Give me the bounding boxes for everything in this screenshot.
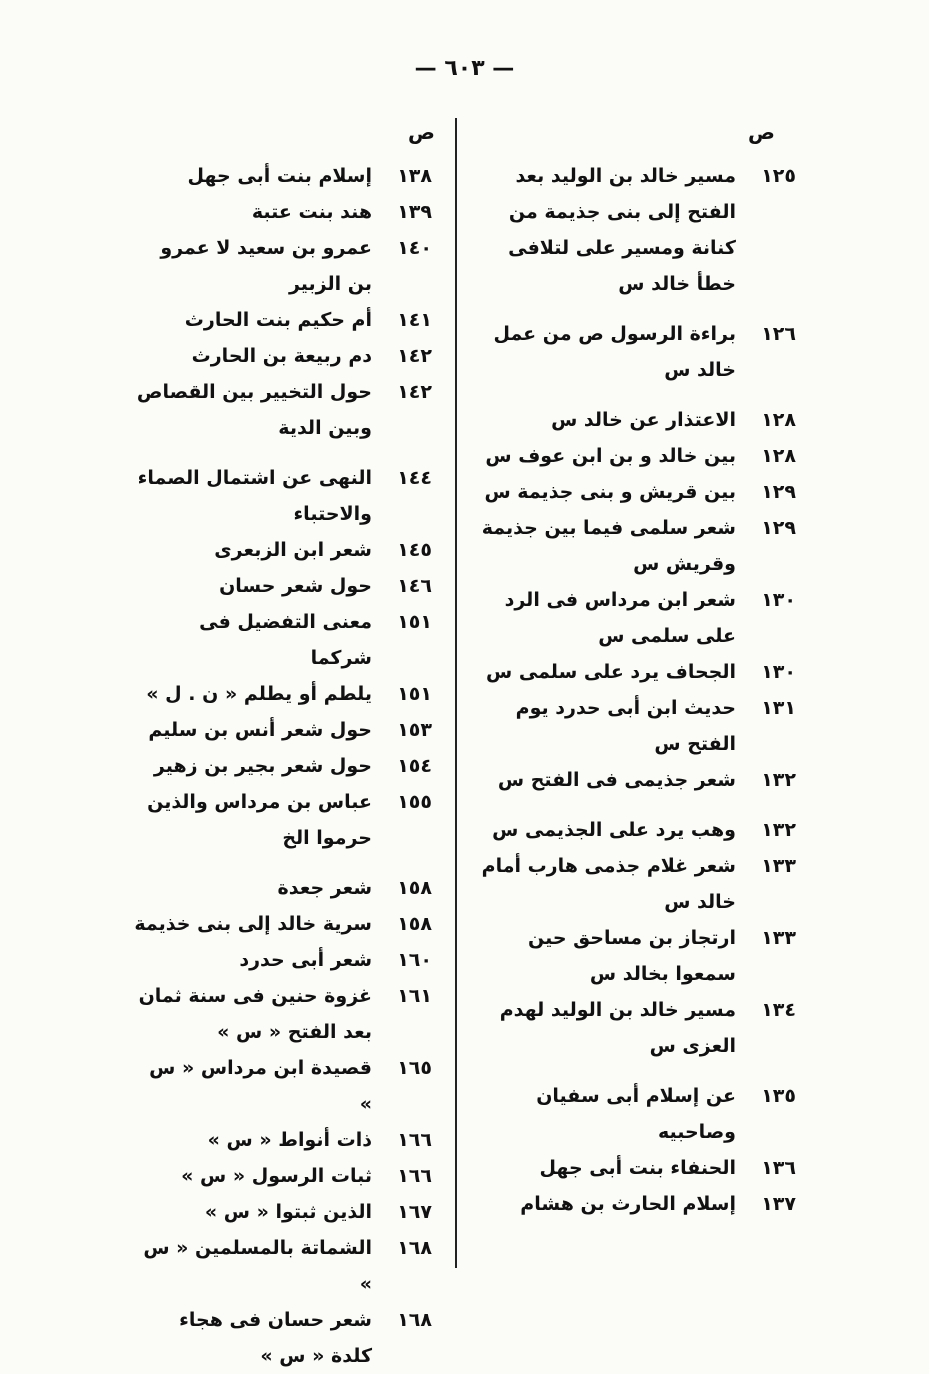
entry-title: دم ربيعة بن الحارث [191, 345, 372, 367]
entry-title: معنى التفضيل فى شركما [199, 611, 372, 669]
page-number: ١٣١ [761, 697, 796, 719]
index-entry [132, 302, 432, 338]
index-entry [132, 568, 432, 604]
index-entry [132, 1050, 432, 1122]
index-entry [468, 920, 796, 992]
right-column-head: ص [748, 120, 775, 144]
page-number: ١٤٢ [397, 381, 432, 403]
index-entry [468, 1078, 796, 1150]
index-entry [132, 604, 432, 676]
entry-title: حول التخيير بين القصاص وبين الدية [136, 381, 372, 439]
index-entry [132, 748, 432, 784]
index-entry [132, 712, 432, 748]
page-number: ١٥٣ [397, 719, 432, 741]
page-number: ١٣٠ [761, 661, 796, 683]
index-entry [468, 510, 796, 582]
index-entry [132, 676, 432, 712]
page-number: ١٢٦ [761, 323, 796, 345]
entry-title: براءة الرسول ص من عمل خالد س [493, 323, 736, 381]
page-number: ١٤٦ [397, 575, 432, 597]
index-entry [132, 194, 432, 230]
page-number: ١٤٠ [397, 237, 432, 259]
entry-title: مسير خالد بن الوليد بعد الفتح إلى بنى جذيمة من كنانة ومسير على لتلافى خطأ خالد س [508, 165, 736, 295]
index-entry [132, 942, 432, 978]
page-number: ١٣٦ [761, 1157, 796, 1179]
index-entry [468, 582, 796, 654]
right-column [468, 158, 796, 1222]
entry-title: عن إسلام أبى سفيان وصاحبيه [536, 1085, 736, 1143]
index-entry [132, 1158, 432, 1194]
page-number: ١٢٥ [761, 165, 796, 187]
index-entry [132, 532, 432, 568]
index-entry [132, 1230, 432, 1302]
page-number: ١٣٠ [761, 589, 796, 611]
entry-title: غزوة حنين فى سنة ثمان بعد الفتح « س » [138, 985, 372, 1043]
index-entry [468, 690, 796, 762]
entry-title: حديث ابن أبى حدرد يوم الفتح س [515, 697, 736, 755]
index-entry [468, 402, 796, 438]
spacer [468, 302, 796, 316]
spacer [468, 388, 796, 402]
spacer [132, 446, 432, 460]
entry-title: شعر جعدة [277, 877, 372, 899]
entry-title: شعر ابن مرداس فى الرد على سلمى س [504, 589, 736, 647]
page-number: ١٤٥ [397, 539, 432, 561]
entry-title: الذين ثبتوا « س » [204, 1201, 372, 1223]
entry-title: حول شعر حسان [219, 575, 372, 597]
entry-title: يلطم أو يطلم « ن . ل » [146, 683, 372, 705]
entry-title: إسلام الحارث بن هشام [520, 1193, 736, 1215]
entry-title: عباس بن مرداس والذين حرموا الخ [147, 791, 372, 849]
entry-title: بين خالد و بن ابن عوف س [485, 445, 736, 467]
page-number: ١٦١ [397, 985, 432, 1007]
page-number: ١٣٩ [397, 201, 432, 223]
page-number: ١٣٣ [761, 855, 796, 877]
page-number: ١٣٧ [761, 1193, 796, 1215]
entry-title: شعر حسان فى هجاء كلدة « س » [179, 1309, 372, 1367]
index-entry [132, 1302, 432, 1374]
page-number: ١٤٢ [397, 345, 432, 367]
entry-title: شعر جذيمى فى الفتح س [497, 769, 736, 791]
entry-title: هند بنت عتبة [251, 201, 372, 223]
index-entry [132, 1194, 432, 1230]
entry-title: ارتجاز بن مساحق حين سمعوا بخالد س [527, 927, 736, 985]
spacer [468, 798, 796, 812]
entry-title: شعر ابن الزبعرى [214, 539, 372, 561]
entry-title: الجحاف يرد على سلمى س [486, 661, 736, 683]
page-number: ١٥٤ [397, 755, 432, 777]
index-entry [468, 848, 796, 920]
entry-title: مسير خالد بن الوليد لهدم العزى س [499, 999, 736, 1057]
index-entry [468, 316, 796, 388]
page-number: ١٦٨ [397, 1237, 432, 1259]
entry-title: ثبات الرسول « س » [181, 1165, 372, 1187]
page-number: ١٥٥ [397, 791, 432, 813]
entry-title: شعر سلمى فيما بين جذيمة وقريش س [481, 517, 736, 575]
index-entry [468, 992, 796, 1064]
index-entry [132, 870, 432, 906]
entry-title: عمرو بن سعيد لا عمرو بن الزبير [160, 237, 372, 295]
entry-title: الاعتذار عن خالد س [551, 409, 736, 431]
page-number: ١٢٨ [761, 409, 796, 431]
page-number: ١٣٤ [761, 999, 796, 1021]
index-entry [468, 158, 796, 302]
page-number: ١٢٩ [761, 481, 796, 503]
page-number: ١٦٦ [397, 1165, 432, 1187]
page-number: ١٢٩ [761, 517, 796, 539]
page-number: ١٤١ [397, 309, 432, 331]
entry-title: إسلام بنت أبى جهل [187, 165, 372, 187]
page-number: ١٦٨ [397, 1309, 432, 1331]
entry-title: بين قريش و بنى جذيمة س [484, 481, 736, 503]
index-entry [468, 474, 796, 510]
left-column-head: ص [408, 120, 435, 144]
index-entry [132, 374, 432, 446]
entry-title: وهب يرد على الجذيمى س [492, 819, 736, 841]
left-column [132, 158, 432, 1374]
page-number: ١٥١ [397, 611, 432, 633]
page-number: ١٦٦ [397, 1129, 432, 1151]
index-entry [468, 812, 796, 848]
page-number: ١٣٢ [761, 819, 796, 841]
page-number: ١٣٨ [397, 165, 432, 187]
index-entry [132, 906, 432, 942]
index-entry [132, 978, 432, 1050]
index-entry [132, 230, 432, 302]
index-entry [132, 460, 432, 532]
page-number: ١٥٨ [397, 877, 432, 899]
column-divider [455, 118, 457, 1268]
page-number: ١٣٥ [761, 1085, 796, 1107]
spacer [468, 1064, 796, 1078]
page-number-header: — ٦٠٣ — [414, 56, 515, 81]
index-entry [468, 1186, 796, 1222]
index-entry [468, 654, 796, 690]
page-number: ١٣٢ [761, 769, 796, 791]
entry-title: شعر أبى حدرد [239, 949, 372, 971]
entry-title: ذات أنواط « س » [207, 1129, 372, 1151]
page-number: ١٦٥ [397, 1057, 432, 1079]
index-entry [132, 1122, 432, 1158]
entry-title: حول شعر أنس بن سليم [148, 719, 372, 741]
index-entry [468, 762, 796, 798]
page-number: ١٦٠ [397, 949, 432, 971]
page-number: ١٦٧ [397, 1201, 432, 1223]
index-entry [468, 438, 796, 474]
entry-title: قصيدة ابن مرداس « س » [149, 1057, 372, 1115]
entry-title: أم حكيم بنت الحارث [184, 309, 372, 331]
entry-title: الحنفاء بنت أبى جهل [539, 1157, 736, 1179]
index-entry [468, 1150, 796, 1186]
entry-title: شعر غلام جذمى هارب أمام خالد س [481, 855, 736, 913]
index-entry [132, 338, 432, 374]
entry-title: سرية خالد إلى بنى خذيمة [134, 913, 372, 935]
spacer [132, 856, 432, 870]
page-number: ١٢٨ [761, 445, 796, 467]
page-number: ١٥١ [397, 683, 432, 705]
page-number: ١٤٤ [397, 467, 432, 489]
entry-title: النهى عن اشتمال الصماء والاحتباء [137, 467, 372, 525]
index-entry [132, 784, 432, 856]
entry-title: حول شعر بجير بن زهير [153, 755, 372, 777]
page-number: ١٣٣ [761, 927, 796, 949]
index-entry [132, 158, 432, 194]
entry-title: الشماتة بالمسلمين « س » [143, 1237, 372, 1295]
page-number: ١٥٨ [397, 913, 432, 935]
